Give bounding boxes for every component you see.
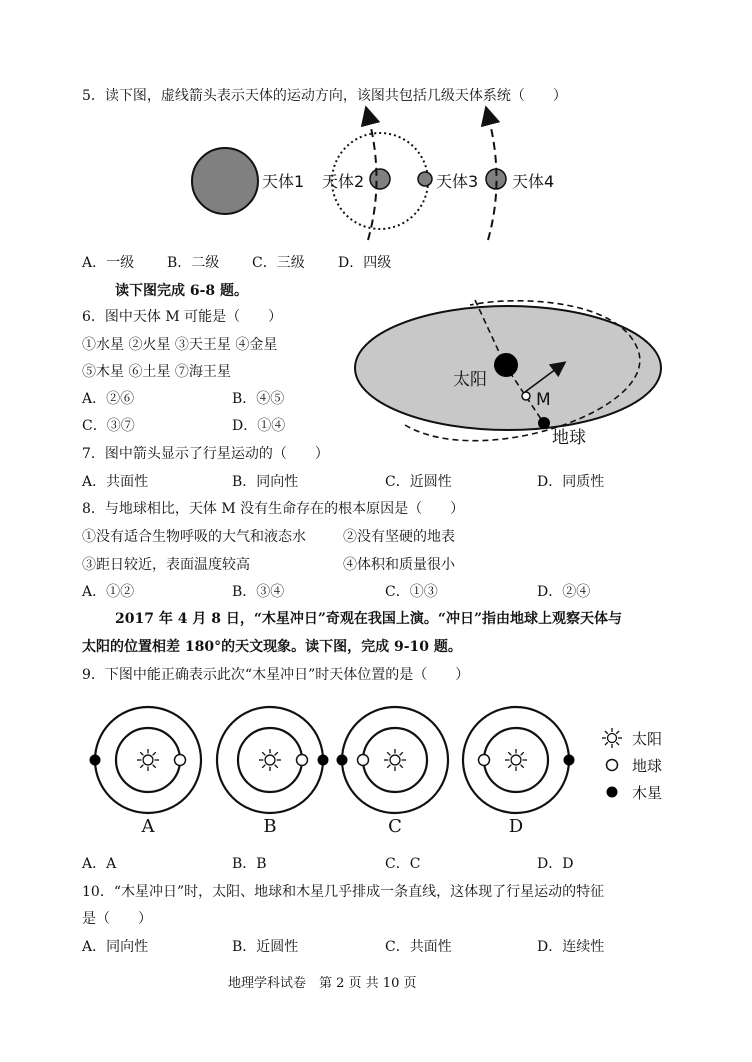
q8-choice-1: ①没有适合生物呼吸的大气和液态水 — [82, 529, 306, 545]
intro-9-10-line2: 太阳的位置相差 180°的天文现象。读下图，完成 9-10 题。 — [82, 639, 462, 655]
diagram-label-b: B — [263, 816, 277, 837]
intro-9-10-line1: 2017 年 4 月 8 日，“木星冲日”奇观在我国上演。“冲日”指由地球上观察天体与 — [115, 611, 623, 627]
jupiter-marker-c — [337, 755, 348, 766]
q7-option-a: A．共面性 — [82, 474, 149, 490]
q6-option-a: A．②⑥ — [82, 391, 135, 407]
q6-choices-row1: ①水星 ②火星 ③天王星 ④金星 — [82, 337, 278, 353]
jupiter-marker-d — [564, 755, 575, 766]
legend-sun-icon — [602, 728, 622, 748]
q5-option-d: D．四级 — [338, 255, 392, 271]
q10-option-c: C．共面性 — [385, 939, 452, 955]
q10-option-b: B．近圆性 — [232, 939, 299, 955]
q10-option-a: A．同向性 — [82, 939, 149, 955]
sun-icon-d — [505, 749, 527, 771]
earth-marker-a — [175, 755, 186, 766]
sun-icon-b — [259, 749, 281, 771]
q6-choices-row2: ⑤木星 ⑥土星 ⑦海王星 — [82, 364, 231, 380]
q10-option-d: D．连续性 — [537, 939, 605, 955]
legend-sun-label: 太阳 — [632, 730, 663, 748]
q8-option-a: A．①② — [82, 584, 135, 600]
label-body-4: 天体4 — [512, 172, 555, 191]
q6-option-b: B．④⑤ — [232, 391, 285, 407]
q7-option-d: D．同质性 — [537, 474, 605, 490]
legend-earth-label: 地球 — [632, 757, 663, 775]
q10-stem-line2: 是（ ） — [82, 911, 152, 927]
diagram-label-d: D — [508, 816, 524, 837]
q10-stem-line1: 10．“木星冲日”时，太阳、地球和木星几乎排成一条直线，这体现了行星运动的特征 — [82, 884, 605, 900]
q7-option-c: C．近圆性 — [385, 474, 452, 490]
q8-stem: 8．与地球相比，天体 M 没有生命存在的根本原因是（ ） — [82, 501, 465, 517]
q8-option-b: B．③④ — [232, 584, 285, 600]
q5-stem: 5．读下图，虚线箭头表示天体的运动方向，该图共包括几级天体系统（ ） — [82, 88, 567, 104]
q8-option-d: D．②④ — [537, 584, 591, 600]
earth-marker-b — [297, 755, 308, 766]
q7-stem: 7．图中箭头显示了行星运动的（ ） — [82, 446, 329, 462]
diagram-label-c: C — [388, 816, 402, 837]
q6-stem: 6．图中天体 M 可能是（ ） — [82, 309, 283, 325]
diagram-label-a: A — [141, 816, 155, 837]
q5-option-a: A．一级 — [82, 255, 135, 271]
q9-option-d: D．D — [537, 856, 574, 872]
q6-option-c: C．③⑦ — [82, 418, 135, 434]
earth-label: 地球 — [552, 428, 586, 448]
legend-jupiter-label: 木星 — [632, 784, 663, 802]
q5-option-c: C．三级 — [252, 255, 305, 271]
q8-choice-3: ③距日较近，表面温度较高 — [82, 557, 250, 573]
page-footer: 地理学科试卷 第 2 页 共 10 页 — [228, 976, 417, 991]
q9-option-b: B．B — [232, 856, 267, 872]
q9-option-a: A．A — [82, 856, 117, 872]
q9-stem: 9．下图中能正确表示此次“木星冲日”时天体位置的是（ ） — [82, 667, 470, 683]
legend-jupiter-icon — [607, 787, 618, 798]
label-body-3: 天体3 — [436, 172, 479, 191]
q7-option-b: B．同向性 — [232, 474, 299, 490]
q8-choice-4: ④体积和质量很小 — [343, 557, 455, 573]
sun-icon-a — [137, 749, 159, 771]
legend-earth-icon — [607, 760, 618, 771]
q8-choice-2: ②没有坚硬的地表 — [343, 529, 455, 545]
label-body-2: 天体2 — [322, 172, 365, 191]
q8-option-c: C．①③ — [385, 584, 438, 600]
m-label: M — [536, 390, 551, 410]
q6-option-d: D．①④ — [232, 418, 286, 434]
label-body-1: 天体1 — [262, 172, 305, 191]
sun-label: 太阳 — [453, 370, 487, 390]
sun-icon-c — [384, 749, 406, 771]
intro-6-8: 读下图完成 6-8 题。 — [115, 283, 249, 299]
earth-marker-d — [479, 755, 490, 766]
q9-option-c: C．C — [385, 856, 421, 872]
jupiter-marker-a — [90, 755, 101, 766]
earth-marker-c — [358, 755, 369, 766]
jupiter-marker-b — [318, 755, 329, 766]
q5-option-b: B．二级 — [167, 255, 220, 271]
